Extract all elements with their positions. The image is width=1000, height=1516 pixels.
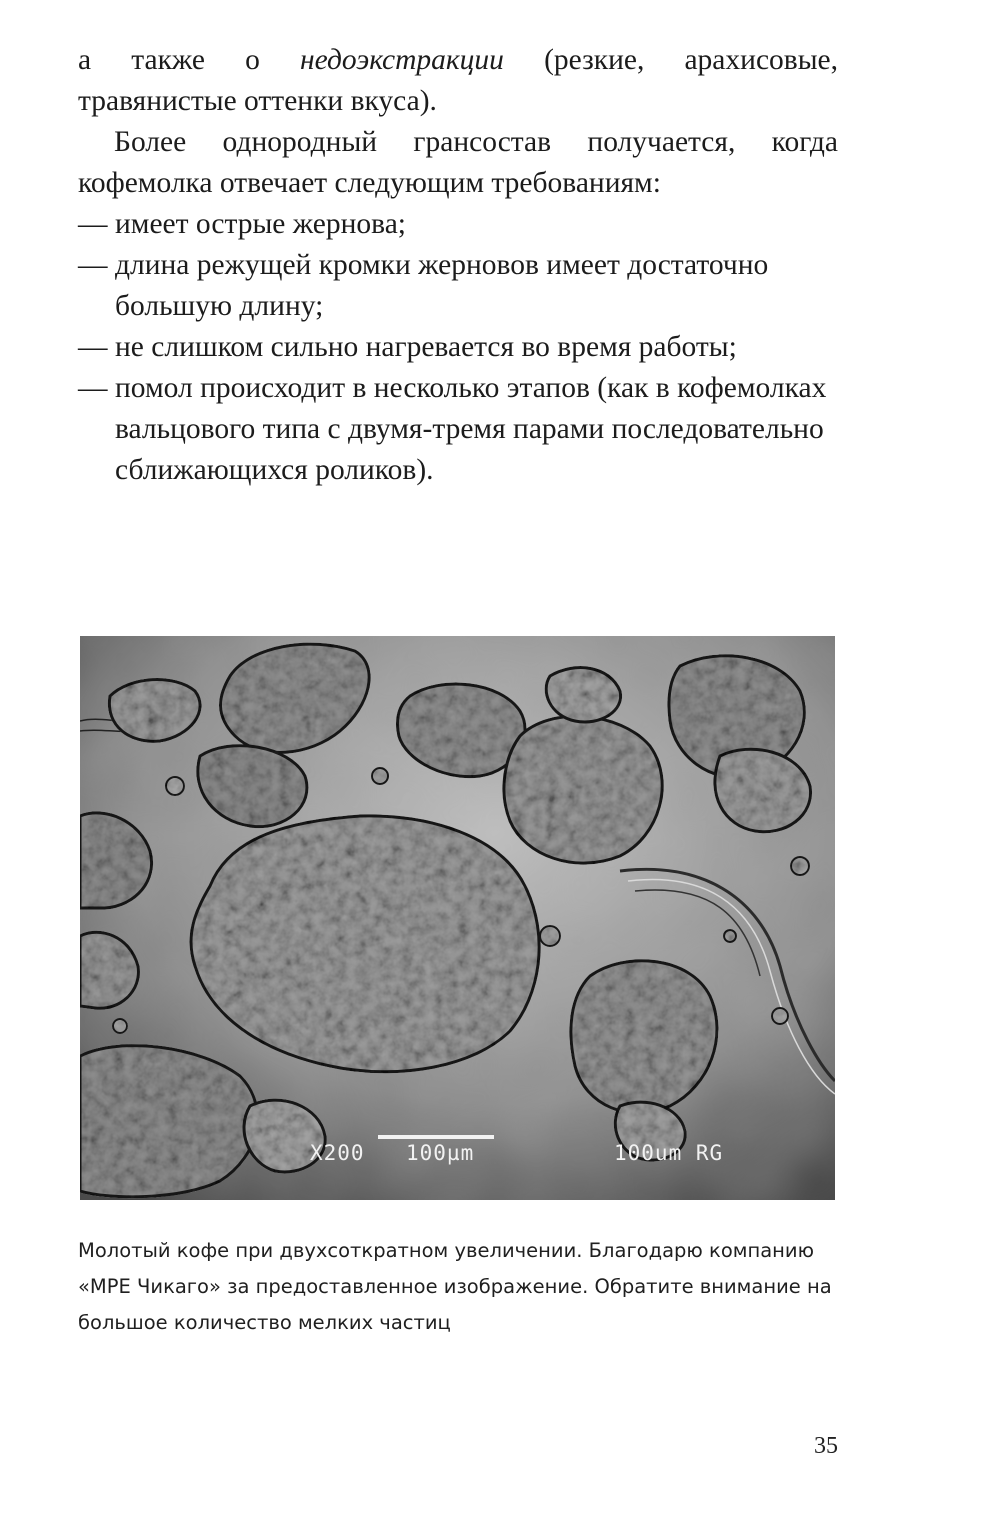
magnification-label: X200 [310, 1141, 365, 1165]
scale-bar-label: 100µm [406, 1141, 475, 1165]
sample-id-label: 100um RG [614, 1141, 724, 1165]
list-item-text: имеет острые жернова; [115, 208, 406, 240]
requirements-list [78, 204, 838, 491]
caption-text: Молотый кофе при двухсоткратном увеличении. Благодарю компанию «MPE Чикаго» за предоставленное изображение. Обратите внимание на большое количество мелких частиц [78, 1239, 832, 1334]
list-item [78, 368, 838, 491]
page-number: 35 [814, 1433, 838, 1459]
figure-caption [78, 1233, 838, 1341]
emphasized-term: недоэкстракции [300, 44, 504, 76]
list-dash: — [78, 331, 108, 363]
list-item [78, 245, 838, 327]
list-item-text: помол происходит в несколько этапов (как в кофемолках вальцового типа с двумя-тремя парами последовательно сближающихся роликов). [115, 372, 827, 486]
list-dash: — [78, 372, 108, 404]
list-item [78, 327, 838, 368]
paragraph-1 [78, 40, 838, 122]
paragraph-1-start: а также о [78, 44, 301, 76]
list-item [78, 204, 838, 245]
paragraph-1-end: (резкие, арахисовые, травянистые оттенки вкуса). [78, 44, 839, 117]
sem-micrograph [80, 636, 835, 1200]
paragraph-2: Более однородный грансостав получается, когда кофемолка отвечает следующим требованиям: [78, 126, 838, 199]
list-dash: — [78, 249, 108, 281]
body-text [78, 40, 838, 491]
list-dash: — [78, 208, 108, 240]
list-item-text: не слишком сильно нагревается во время работы; [115, 331, 737, 363]
list-item-text: длина режущей кромки жерновов имеет достаточно большую длину; [115, 249, 769, 322]
micrograph-image [80, 636, 835, 1200]
